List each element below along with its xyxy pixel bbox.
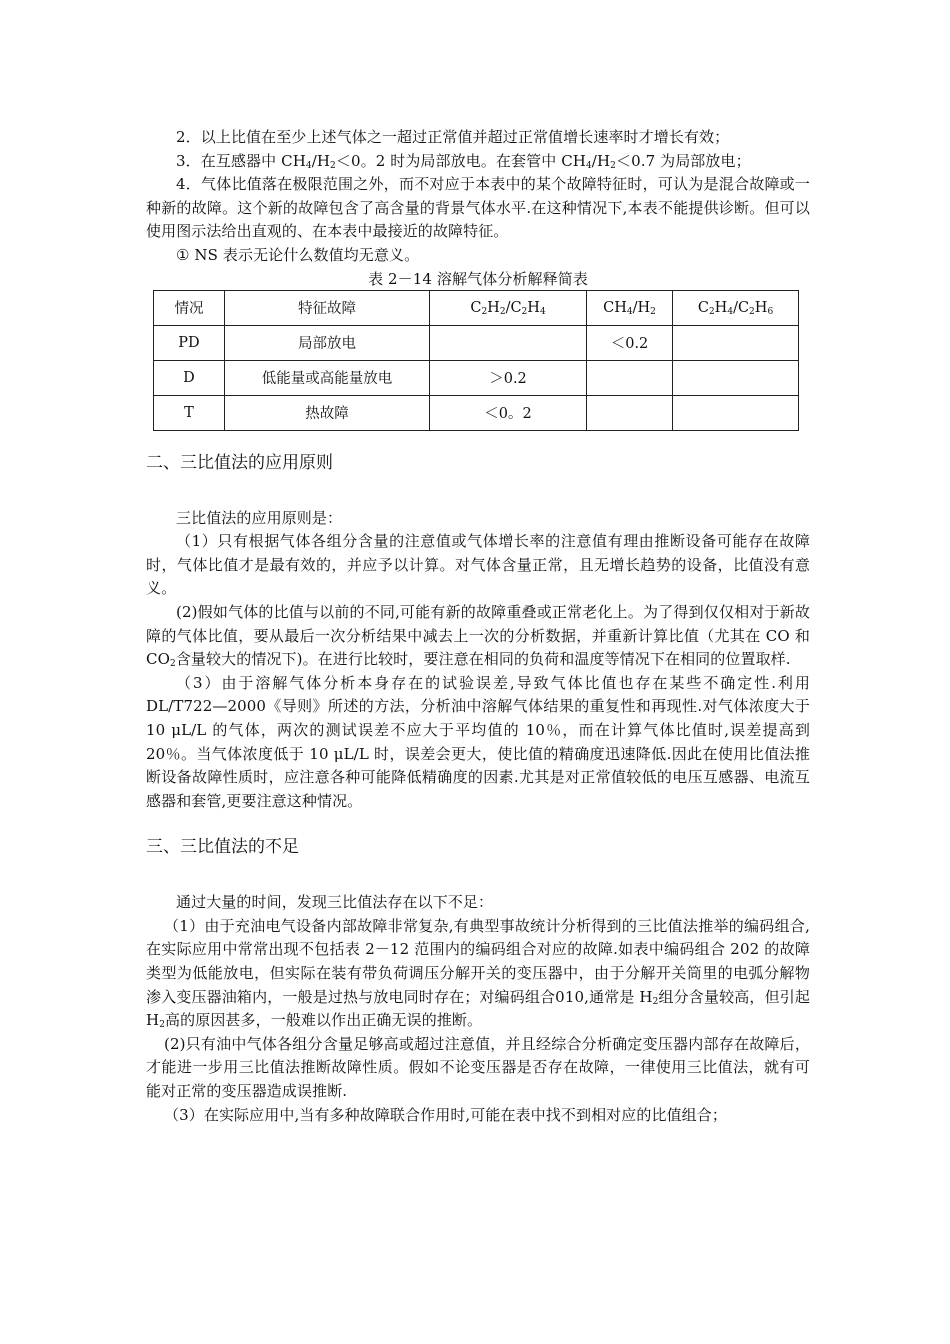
- section-2-paragraph-2: (2)假如气体的比值与以前的不同,可能有新的故障重叠或正常老化上。为了得到仅仅相对于新故障的气体比值，要从最后一次分析结果中减去上一次的分析数据，并重新计算比值（尤其在 CO 和 $CO_2$含量较大的情况下)。在进行比较时，要注意在相同的负荷和温度等情况下在相同的位置取样.: [146, 602, 810, 670]
- section-2-title: 二、三比值法的应用原则: [146, 452, 333, 473]
- cell-c2h4-c2h6: [673, 360, 799, 395]
- cell-case: T: [154, 395, 225, 430]
- section-2-intro: 三比值法的应用原则是：: [176, 508, 343, 527]
- cell-fault: 低能量或高能量放电: [225, 360, 430, 395]
- dga-table: [153, 290, 799, 431]
- document-body: [146, 126, 810, 1127]
- table-row: [154, 360, 799, 395]
- header-fault: 特征故障: [225, 290, 430, 325]
- cell-c2h4-c2h6: [673, 325, 799, 360]
- cell-c2h2-c2h4: [430, 325, 587, 360]
- cell-ch4-h2: [587, 395, 673, 430]
- section-3-paragraph-3: （3）在实际应用中,当有多种故障联合作用时,可能在表中找不到相对应的比值组合；: [164, 1105, 727, 1124]
- section-3-paragraph-2: (2)只有油中气体各组分含量足够高或超过注意值，并且经综合分析确定变压器内部存在故障后，才能进一步用三比值法推断故障性质。假如不论变压器是否存在故障，一律使用三比值法，就有可能对正常的变压器造成误推断.: [146, 1034, 810, 1101]
- cell-c2h2-c2h4: ＞0.2: [430, 360, 587, 395]
- section-2-paragraph-1: （1）只有根据气体各组分含量的注意值或气体增长率的注意值有理由推断设备可能存在故障时，气体比值才是最有效的，并应予以计算。对气体含量正常，且无增长趋势的设备，比值没有意义。: [146, 532, 810, 598]
- section-3-paragraph-1: （1）由于充油电气设备内部故障非常复杂,有典型事故统计分析得到的三比值法推举的编码组合,在实际应用中常常出现不包括表 2－12 范围内的编码组合对应的故障.如表中编码组合 202 的故障类型为低能放电，但实际在装有带负荷调压分解开关的变压器中，由于分解开关筒里的电弧分解物渗入变压器油箱内，一般是过热与放电同时存在；对编码组合010,通常是 $H_2$组分含量较高，但引起 $H_2$高的原因甚多，一般难以作出正确无误的推断。: [146, 916, 810, 1031]
- section-3-title: 三、三比值法的不足: [146, 837, 299, 858]
- note-5: ① NS 表示无论什么数值均无意义。: [176, 245, 420, 264]
- cell-fault: 热故障: [225, 395, 430, 430]
- cell-ch4-h2: [587, 360, 673, 395]
- header-c2h2-c2h4: $C_2H_2/C_2H_4$: [430, 290, 587, 325]
- table-row: [154, 395, 799, 430]
- note-3: 3．在互感器中 $CH_4/H_2<0$。2 时为局部放电。在套管中 $CH_4/H_2<0.7$ 为局部放电；: [176, 151, 751, 171]
- table-header-row: [154, 290, 799, 325]
- cell-ch4-h2: ＜0.2: [587, 325, 673, 360]
- note-4: 4．气体比值落在极限范围之外，而不对应于本表中的某个故障特征时，可认为是混合故障或一种新的故障。这个新的故障包含了高含量的背景气体水平.在这种情况下,本表不能提供诊断。但可以使用图示法给出直观的、在本表中最接近的故障特征。: [146, 175, 810, 241]
- cell-case: PD: [154, 325, 225, 360]
- cell-c2h4-c2h6: [673, 395, 799, 430]
- section-2-paragraph-3: （3）由于溶解气体分析本身存在的试验误差,导致气体比值也存在某些不确定性.利用 DL/T722—2000《导则》所述的方法，分析油中溶解气体结果的重复性和再现性.对气体浓度大于 10 μL/L 的气体，两次的测试误差不应大于平均值的 10％，而在计算气体比值时,误差提高到 20％。当气体浓度低于 10 μL/L 时，误差会更大，使比值的精确度迅速降低.因此在使用比值法推断设备故障性质时，应注意各种可能降低精确度的因素.尤其是对正常值较低的电压互感器、电流互感器和套管,更要注意这种情况。: [146, 673, 810, 810]
- header-case: 情况: [154, 290, 225, 325]
- note-2: 2．以上比值在至少上述气体之一超过正常值并超过正常值增长速率时才增长有效；: [176, 128, 730, 146]
- cell-c2h2-c2h4: ＜0。2: [430, 395, 587, 430]
- table-row: [154, 325, 799, 360]
- table-caption: 表 2－14 溶解气体分析解释简表: [368, 269, 588, 288]
- cell-fault: 局部放电: [225, 325, 430, 360]
- header-c2h4-c2h6: $C_2H_4/C_2H_6$: [673, 290, 799, 325]
- section-3-intro: 通过大量的时间，发现三比值法存在以下不足：: [176, 893, 494, 912]
- cell-case: D: [154, 360, 225, 395]
- header-ch4-h2: $CH_4/H_2$: [587, 290, 673, 325]
